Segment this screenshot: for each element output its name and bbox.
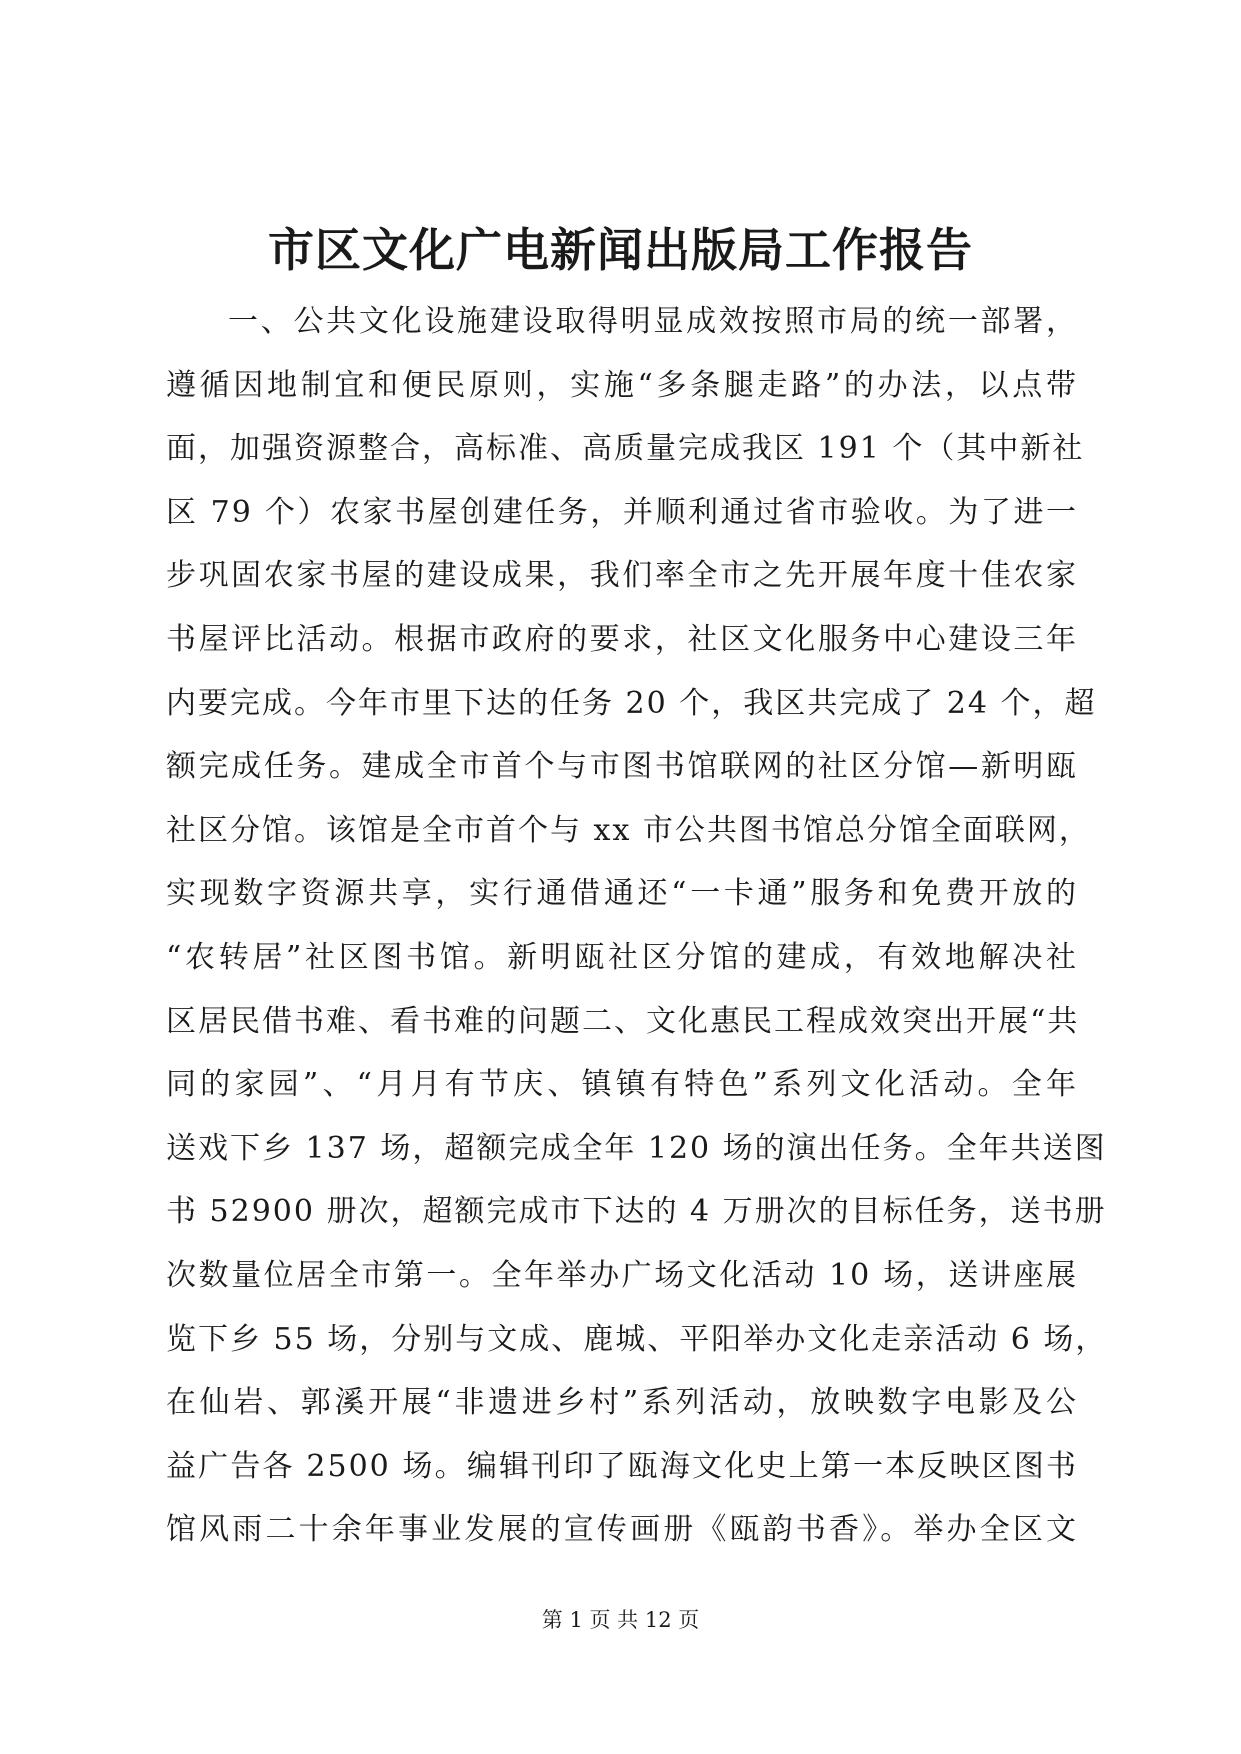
body-line: 送戏下乡 137 场，超额完成全年 120 场的演出任务。全年共送图 — [166, 1130, 1107, 1166]
body-line: 书屋评比活动。根据市政府的要求，社区文化服务中心建设三年 — [166, 621, 1078, 657]
body-line: 览下乡 55 场，分别与文成、鹿城、平阳举办文化走亲活动 6 场， — [166, 1321, 1108, 1357]
body-line: 一、公共文化设施建设取得明显成效按照市局的统一部署， — [228, 304, 1078, 339]
body-line: 同的家园”、“月月有节庆、镇镇有特色”系列文化活动。全年 — [166, 1067, 1078, 1103]
body-line: 遵循因地制宜和便民原则，实施“多条腿走路”的办法，以点带 — [166, 367, 1078, 403]
body-line: 区居民借书难、看书难的问题二、文化惠民工程成效突出开展“共 — [166, 1003, 1080, 1039]
body-line: 益广告各 2500 场。编辑刊印了瓯海文化史上第一本反映区图书 — [166, 1448, 1078, 1484]
body-line: 书 52900 册次，超额完成市下达的 4 万册次的目标任务，送书册 — [166, 1194, 1107, 1230]
body-line: 在仙岩、郭溪开展“非遗进乡村”系列活动，放映数字电影及公 — [166, 1385, 1078, 1421]
body-line: 区 79 个）农家书屋创建任务，并顺利通过省市验收。为了进一 — [166, 494, 1078, 530]
document-title: 市区文化广电新闻出版局工作报告 — [268, 223, 973, 277]
body-line: 馆风雨二十余年事业发展的宣传画册《瓯韵书香》。举办全区文 — [166, 1512, 1078, 1548]
body-line: 步巩固农家书屋的建设成果，我们率全市之先开展年度十佳农家 — [166, 558, 1078, 594]
body-line: 额完成任务。建成全市首个与市图书馆联网的社区分馆—新明瓯 — [166, 749, 1078, 785]
page-number: 第 1 页 共 12 页 — [541, 1608, 700, 1632]
body-line: 内要完成。今年市里下达的任务 20 个，我区共完成了 24 个，超 — [166, 685, 1097, 721]
body-line: 次数量位居全市第一。全年举办广场文化活动 10 场，送讲座展 — [166, 1257, 1078, 1293]
body-paragraph — [166, 290, 1108, 1562]
body-line: “农转居”社区图书馆。新明瓯社区分馆的建成，有效地解决社 — [166, 939, 1078, 975]
body-line: 社区分馆。该馆是全市首个与 xx 市公共图书馆总分馆全面联网， — [166, 812, 1091, 848]
body-line: 面，加强资源整合，高标准、高质量完成我区 191 个（其中新社 — [166, 431, 1085, 467]
body-line: 实现数字资源共享，实行通借通还“一卡通”服务和免费开放的 — [166, 876, 1078, 912]
